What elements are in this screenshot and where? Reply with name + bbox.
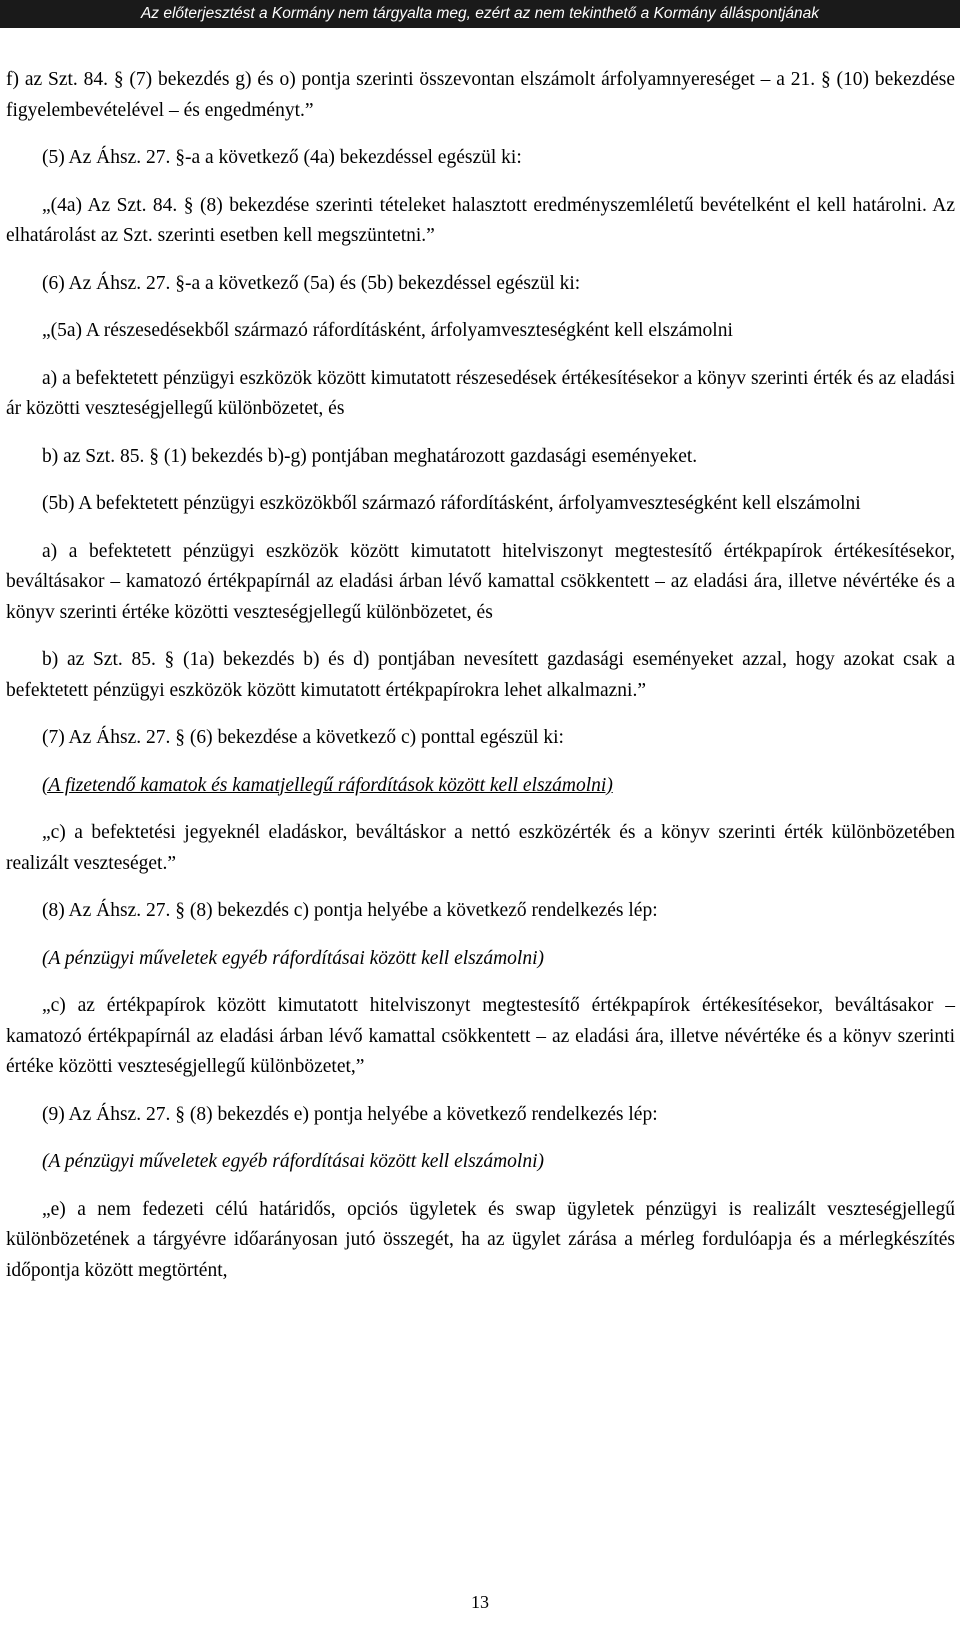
paragraph-7-context: (A fizetendő kamatok és kamatjellegű ráfordítások között kell elszámolni): [42, 774, 613, 796]
paragraph-9-e: „e) a nem fedezeti célú határidős, opciós ügyletek és swap ügyletek pénzügyi is realizált veszteségjellegű különbözetének a tárgyévre időarányosan jutó összegét, ha az ügylet zárása a mérleg fordulóapja és a mérlegkészítés időpontja között megtörtént,: [6, 1198, 955, 1281]
paragraph-5b: (5b) A befektetett pénzügyi eszközökből származó ráfordításként, árfolyamveszteségként kell elszámolni: [42, 493, 861, 514]
paragraph-8-context: (A pénzügyi műveletek egyéb ráfordításai között kell elszámolni): [42, 947, 545, 969]
paragraph-f: f) az Szt. 84. § (7) bekezdés g) és o) pontja szerinti összevontan elszámolt árfolyamnyereséget – a 21. § (10) bekezdése figyelembevételével – és engedményt.”: [6, 69, 955, 121]
paragraph-5a-b: b) az Szt. 85. § (1) bekezdés b)-g) pontjában meghatározott gazdasági eseményeket.: [42, 445, 698, 467]
paragraph-9-context: (A pénzügyi műveletek egyéb ráfordításai között kell elszámolni): [42, 1151, 545, 1172]
paragraph-5a-a: a) a befektetett pénzügyi eszközök között kimutatott részesedések értékesítésekor a könyv szerinti érték és az eladási ár közötti veszteségjellegű különbözetet, és: [6, 367, 955, 419]
paragraph-8-c: „c) az értékpapírok között kimutatott hitelviszonyt megtestesítő értékpapírok értékesítésekor, beváltásakor – kamatozó értékpapírnál az eladási árban lévő kamattal csökkentett – az eladási ára, illetve névértéke és a könyv szerinti értéke közötti veszteségjellegű különbözetet,”: [6, 995, 955, 1077]
paragraph-8: (8) Az Áhsz. 27. § (8) bekezdés c) pontja helyébe a következő rendelkezés lép:: [42, 900, 658, 921]
paragraph-7-c: „c) a befektetési jegyeknél eladáskor, beváltáskor a nettó eszközérték és a könyv szerinti érték különbözetében realizált veszteséget.”: [6, 822, 955, 874]
paragraph-4a: „(4a) Az Szt. 84. § (8) bekezdése szerinti tételeket halasztott eredményszemléletű bevételként el kell határolni. Az elhatárolást az Szt. szerinti esetben kell megszüntetni.”: [6, 194, 955, 246]
paragraph-7: (7) Az Áhsz. 27. § (6) bekezdése a következő c) ponttal egészül ki:: [42, 727, 564, 748]
paragraph-9: (9) Az Áhsz. 27. § (8) bekezdés e) pontja helyébe a következő rendelkezés lép:: [42, 1103, 658, 1125]
document-body: [6, 65, 955, 1303]
paragraph-5: (5) Az Áhsz. 27. §-a a következő (4a) bekezdéssel egészül ki:: [42, 147, 522, 168]
paragraph-5a: „(5a) A részesedésekből származó ráfordításként, árfolyamveszteségként kell elszámolni: [42, 320, 733, 341]
page-number: 13: [471, 1592, 489, 1612]
document-header-notice: Az előterjesztést a Kormány nem tárgyalta meg, ezért az nem tekinthető a Kormány álláspontjának: [0, 0, 960, 28]
paragraph-6: (6) Az Áhsz. 27. §-a a következő (5a) és (5b) bekezdéssel egészül ki:: [42, 272, 581, 294]
paragraph-5b-a: a) a befektetett pénzügyi eszközök között kimutatott hitelviszonyt megtestesítő értékpapírok értékesítésekor, beváltásakor – kamatozó értékpapírnál az eladási árban lévő kamattal csökkentett – az eladási ára, illetve névértéke és a könyv szerinti értéke közötti veszteségjellegű különbözetet, és: [6, 540, 955, 623]
paragraph-5b-b: b) az Szt. 85. § (1a) bekezdés b) és d) pontjában nevesített gazdasági eseményeket azzal, hogy azokat csak a befektetett pénzügyi eszközök között kimutatott értékpapírokra lehet alkalmazni.”: [6, 649, 955, 701]
